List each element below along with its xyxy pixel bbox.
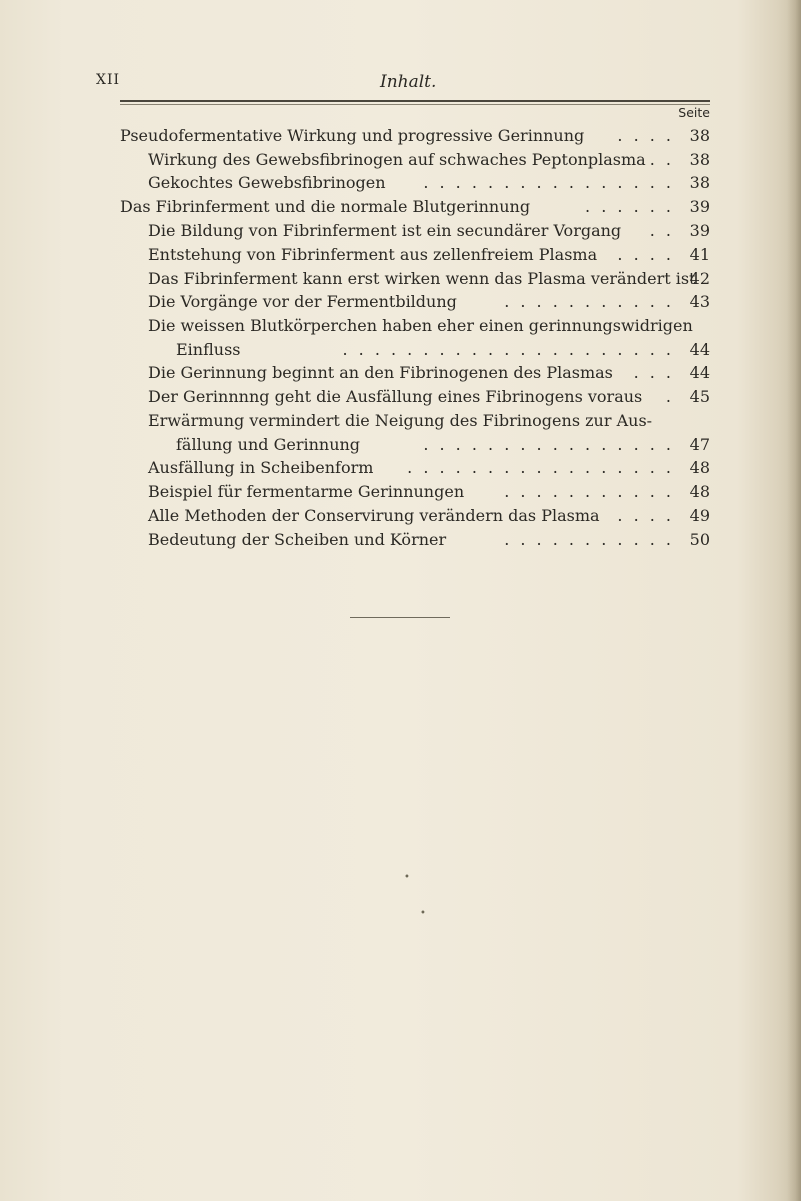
toc-entry-title: Das Fibrinferment kann erst wirken wenn das Plasma verändert ist [148,269,696,288]
toc-page-number: 44 [689,363,710,382]
toc-entry [148,361,710,385]
toc-leader-dots: . [665,387,674,406]
toc-entry [176,433,710,457]
toc-page-number: 49 [689,506,710,525]
toc-entry [148,314,710,338]
toc-entry [148,243,710,267]
toc-entry [148,385,710,409]
toc-entry-title: Wirkung des Gewebsfibrinogen auf schwaches Peptonplasma [148,150,646,169]
toc-page-number: 48 [689,458,710,477]
toc-entry [148,480,710,504]
toc-entry-title: Der Gerinnnng geht die Ausfällung eines Fibrinogens voraus [148,387,643,406]
toc-page-number: 38 [689,126,710,145]
paper-speck: • [404,872,410,883]
page-number: XII [96,72,121,88]
toc-entry-title: Ausfällung in Scheibenform [148,458,374,477]
toc-leader-dots: . . . . . . . . . . . [504,292,674,311]
toc-entry [148,456,710,480]
toc-entry-title: Die Vorgänge vor der Fermentbildung [148,292,457,311]
toc-entry [148,409,710,433]
toc-entry [120,195,710,219]
toc-entry [148,290,710,314]
toc-entry-title: Die Bildung von Fibrinferment ist ein secundärer Vorgang [148,221,622,240]
toc-entry-title: Die Gerinnung beginnt an den Fibrinogenen des Plasmas [148,363,613,382]
toc-leader-dots: . . [649,221,674,240]
toc-page-number: 39 [689,221,710,240]
toc-leader-dots: . . . . [617,506,674,525]
toc-page-number: 39 [689,197,710,216]
toc-leader-dots: . . . . . . . . . . . . . . . . . [407,458,674,477]
toc-entry-title: Die weissen Blutkörperchen haben eher einen gerinnungswidrigen [148,316,693,335]
toc-entry-title: Pseudofermentative Wirkung und progressive Gerinnung [120,126,585,145]
toc-leader-dots: . . [649,150,674,169]
toc-entry [148,148,710,172]
toc-entry [176,338,710,362]
toc-page-number: 48 [689,482,710,501]
toc-entry [120,124,710,148]
toc-entry-title: Beispiel für fermentarme Gerinnungen [148,482,465,501]
toc-entry [148,267,710,291]
toc-page-number: 50 [689,530,710,549]
toc-entry-title: Bedeutung der Scheiben und Körner [148,530,447,549]
toc-page-number: 38 [689,173,710,192]
paper-speck: • [420,908,426,919]
toc-leader-dots: . . . [633,363,674,382]
toc-page-number: 38 [689,150,710,169]
toc-page-number: 41 [689,245,710,264]
toc-leader-dots: . . . . [617,126,674,145]
toc-entry-title: Das Fibrinferment und die normale Blutgerinnung [120,197,531,216]
toc-entry-title: Entstehung von Fibrinferment aus zellenfreiem Plasma [148,245,598,264]
toc-entry-title: Einfluss [176,340,241,359]
toc-entry [148,171,710,195]
toc-entry [148,504,710,528]
page-column-heading: Seite [678,105,710,120]
toc-leader-dots: . . . . . . . . . . . [504,482,674,501]
toc-entry-title: Alle Methoden der Conservirung verändern das Plasma [148,506,600,525]
toc-leader-dots: . . . . . . . . . . . . . . . . [423,435,674,454]
toc-leader-dots: . . . . . . . . . . . . . . . . . . . . . [342,340,674,359]
toc-leader-dots: . . . . [617,245,674,264]
toc-page-number: 44 [689,340,710,359]
toc-page-number: 47 [689,435,710,454]
toc-entry [148,528,710,552]
toc-entry-title: Gekochtes Gewebsfibrinogen [148,173,386,192]
toc-leader-dots: . . . . . . . . . . . . . . . . [423,173,674,192]
toc-leader-dots: . . . . . . . . . . . [504,530,674,549]
toc-entry [148,219,710,243]
toc-page-number: 43 [689,292,710,311]
toc-page-number: 42 [689,269,710,288]
toc-entry-title: Erwärmung vermindert die Neigung des Fibrinogens zur Aus- [148,411,653,430]
toc-page-number: 45 [689,387,710,406]
toc-leader-dots: . . . . . . [585,197,674,216]
running-title: Inhalt. [380,72,437,92]
toc-entry-title: fällung und Gerinnung [176,435,361,454]
end-rule [350,617,450,618]
